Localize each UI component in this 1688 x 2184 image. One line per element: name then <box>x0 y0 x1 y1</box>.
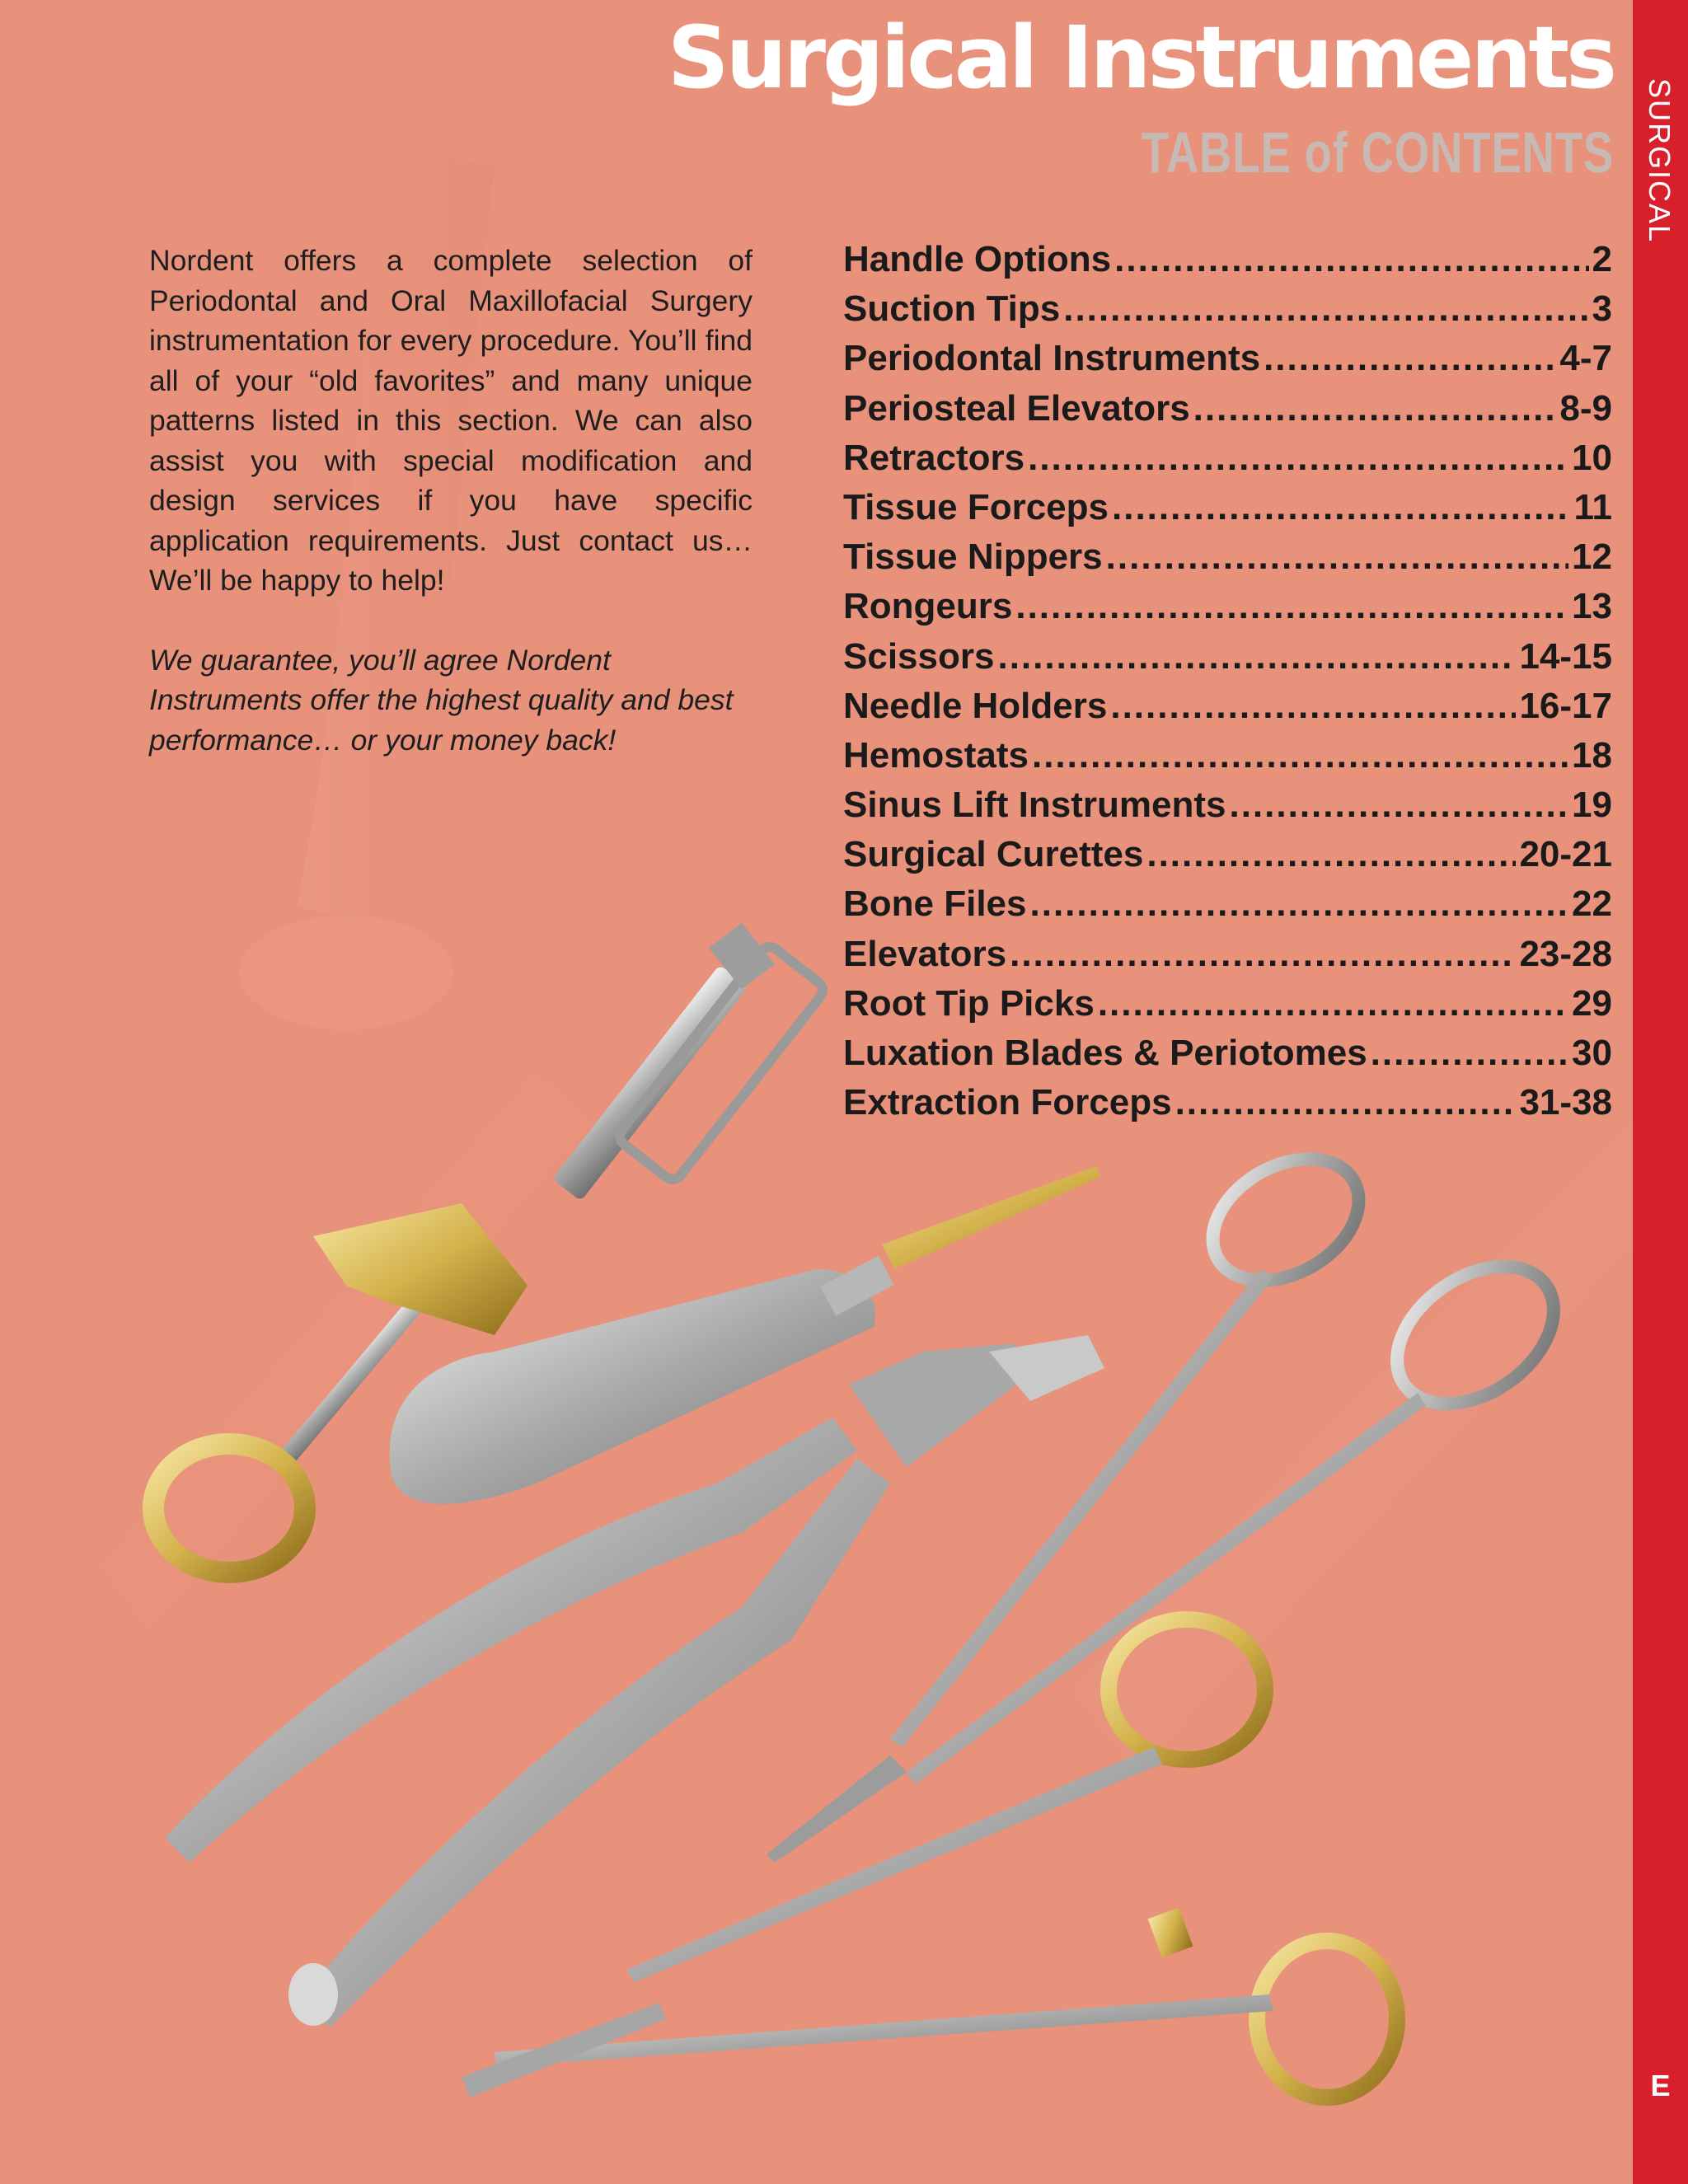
toc-entry[interactable] <box>843 883 1612 933</box>
toc-entry[interactable] <box>843 1033 1612 1082</box>
toc-entry[interactable] <box>843 636 1612 686</box>
toc-entry-pages: 10 <box>1572 437 1612 478</box>
toc-entry-title: Suction Tips <box>843 288 1061 330</box>
toc-entry[interactable] <box>843 537 1612 586</box>
toc-entry[interactable] <box>843 834 1612 883</box>
toc-entry-title: Surgical Curettes <box>843 834 1144 875</box>
toc-leader-dots <box>1010 934 1516 975</box>
toc-entry[interactable] <box>843 288 1612 338</box>
toc-leader-dots <box>1264 338 1556 379</box>
toc-entry-title: Periosteal Elevators <box>843 387 1190 429</box>
toc-entry-pages: 8-9 <box>1559 387 1612 429</box>
toc-entry-title: Bone Files <box>843 883 1027 925</box>
toc-entry[interactable] <box>843 388 1612 438</box>
toc-entry-title: Periodontal Instruments <box>843 338 1261 379</box>
toc-leader-dots <box>1015 586 1568 627</box>
toc-entry-pages: 12 <box>1572 537 1612 578</box>
intro-text <box>149 241 753 760</box>
toc-leader-dots <box>1146 834 1516 875</box>
page-subtitle: TABLE of CONTENTS <box>1141 120 1614 185</box>
toc-leader-dots <box>1063 288 1588 330</box>
guarantee-paragraph: We guarantee, you’ll agree Nordent Instruments offer the highest quality and best performance… or your money back! <box>149 643 734 757</box>
toc-leader-dots <box>1175 1082 1517 1123</box>
toc-entry-pages: 30 <box>1572 1033 1612 1073</box>
toc-entry[interactable] <box>843 983 1612 1033</box>
toc-entry-title: Luxation Blades & Periotomes <box>843 1033 1367 1073</box>
toc-entry-pages: 23-28 <box>1519 933 1612 974</box>
toc-leader-dots <box>1032 735 1568 776</box>
toc-leader-dots <box>1106 537 1568 578</box>
toc-entry-pages: 13 <box>1572 586 1612 627</box>
toc-entry[interactable] <box>843 735 1612 785</box>
toc-leader-dots <box>1371 1033 1568 1074</box>
section-letter: E <box>1650 2069 1671 2102</box>
toc-leader-dots <box>1112 487 1570 528</box>
toc-leader-dots <box>1110 686 1516 727</box>
toc-entry-title: Retractors <box>843 437 1025 478</box>
toc-entry-pages: 4-7 <box>1559 338 1612 379</box>
toc-leader-dots <box>1114 239 1588 280</box>
toc-leader-dots <box>1098 983 1568 1024</box>
toc-entry[interactable] <box>843 1082 1612 1132</box>
toc-entry-pages: 22 <box>1572 883 1612 925</box>
toc-entry[interactable] <box>843 487 1612 537</box>
toc-entry[interactable] <box>843 686 1612 735</box>
toc-entry-pages: 11 <box>1573 486 1612 527</box>
toc-entry-pages: 20-21 <box>1519 834 1612 875</box>
toc-entry-title: Tissue Nippers <box>843 537 1103 578</box>
toc-entry-pages: 31-38 <box>1519 1082 1612 1123</box>
toc-entry-title: Hemostats <box>843 734 1029 776</box>
toc-entry-pages: 18 <box>1572 734 1612 776</box>
toc-entry[interactable] <box>843 586 1612 635</box>
toc-entry-title: Scissors <box>843 635 995 677</box>
toc-entry-title: Extraction Forceps <box>843 1082 1172 1123</box>
toc-entry-title: Root Tip Picks <box>843 982 1095 1024</box>
toc-leader-dots <box>1193 388 1557 429</box>
toc-entry-pages: 2 <box>1592 239 1612 279</box>
toc-entry[interactable] <box>843 934 1612 983</box>
toc-entry-title: Tissue Forceps <box>843 486 1109 527</box>
table-of-contents <box>843 239 1612 1132</box>
toc-entry-title: Elevators <box>843 933 1007 974</box>
toc-entry-pages: 29 <box>1572 982 1612 1024</box>
toc-entry-pages: 16-17 <box>1519 685 1612 726</box>
toc-entry-pages: 3 <box>1592 288 1612 330</box>
toc-leader-dots <box>997 636 1516 677</box>
toc-entry-title: Sinus Lift Instruments <box>843 785 1226 826</box>
toc-entry[interactable] <box>843 239 1612 288</box>
page-title: Surgical Instruments <box>667 7 1614 108</box>
toc-entry-pages: 19 <box>1572 785 1612 826</box>
toc-entry[interactable] <box>843 338 1612 387</box>
section-tab <box>1633 0 1688 2184</box>
toc-entry[interactable] <box>843 785 1612 834</box>
toc-entry[interactable] <box>843 438 1612 487</box>
toc-entry-title: Handle Options <box>843 239 1112 279</box>
toc-leader-dots <box>1229 785 1568 826</box>
section-tab-label <box>1643 78 1676 152</box>
toc-leader-dots <box>1028 438 1568 479</box>
intro-paragraph: Nordent offers a complete selection of Periodontal and Oral Maxillofacial Surgery instrumentation for every procedure. You’ll find all of your “old favorites” and many unique patterns listed in this section. We can also assist you with special modification and design services if you have specific application requirements. Just contact us…We’ll be happy to help! <box>149 244 753 597</box>
toc-leader-dots <box>1030 883 1569 925</box>
toc-entry-title: Rongeurs <box>843 586 1013 627</box>
toc-entry-pages: 14-15 <box>1519 635 1612 677</box>
toc-entry-title: Needle Holders <box>843 685 1108 726</box>
